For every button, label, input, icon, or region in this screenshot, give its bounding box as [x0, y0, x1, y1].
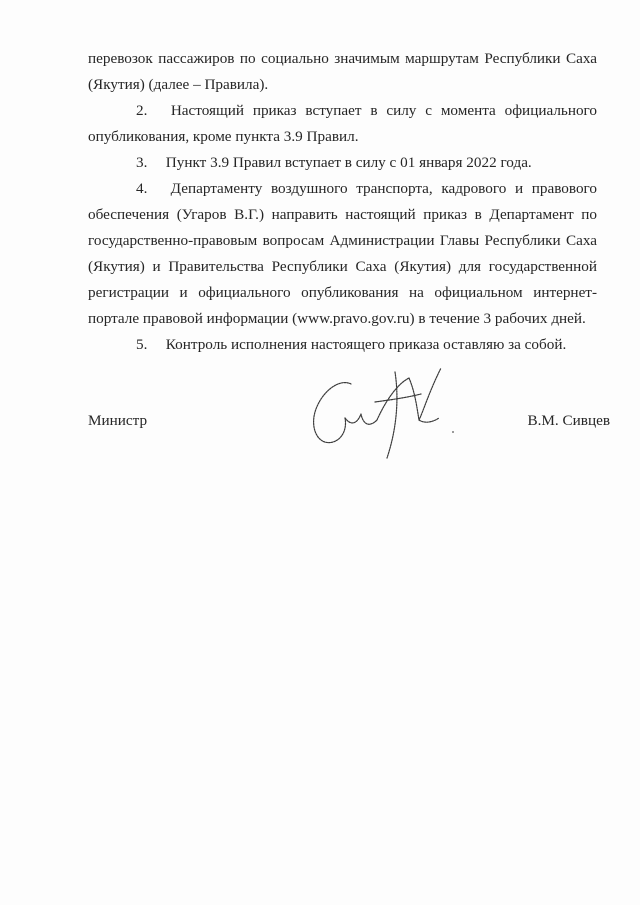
item-5-number: 5.: [136, 336, 148, 353]
item-5-text: Контроль исполнения настоящего приказа оставляю за собой.: [165, 336, 567, 353]
signatory-name: В.М. Сивцев: [527, 412, 610, 429]
intro-paragraph: [88, 46, 597, 98]
intro-line-2: (Якутия) (далее – Правила).: [88, 76, 269, 93]
item-4-text: Департаменту воздушного транспорта, кадрового и правового обеспечения (Угаров В.Г.) направить настоящий приказ в Департамент по государственно-правовым вопросам Администрации Главы Республики Саха (Якутия) и Правительства Республики Саха (Якутия) для государственной регистрации и официального опубликования на официальном интернет-портале правовой информации (www.pravo.gov.ru) в течение 3 рабочих дней.: [88, 180, 597, 327]
item-3-text: Пункт 3.9 Правил вступает в силу с 01 января 2022 года.: [165, 154, 532, 171]
item-4-number: 4.: [136, 180, 148, 197]
signatory-title: Министр: [88, 412, 148, 429]
intro-line-1: перевозок пассажиров по социально значимым маршрутам Республики Саха: [88, 50, 597, 67]
signature-block: [88, 412, 610, 432]
item-4-paragraph: [88, 176, 597, 332]
item-2-paragraph: [88, 98, 597, 150]
item-5-paragraph: [88, 332, 597, 358]
item-2-number: 2.: [136, 102, 148, 119]
item-3-paragraph: [88, 150, 597, 176]
item-2-text: Настоящий приказ вступает в силу с момента официального опубликования, кроме пункта 3.9 Правил.: [88, 102, 597, 145]
item-3-number: 3.: [136, 154, 148, 171]
